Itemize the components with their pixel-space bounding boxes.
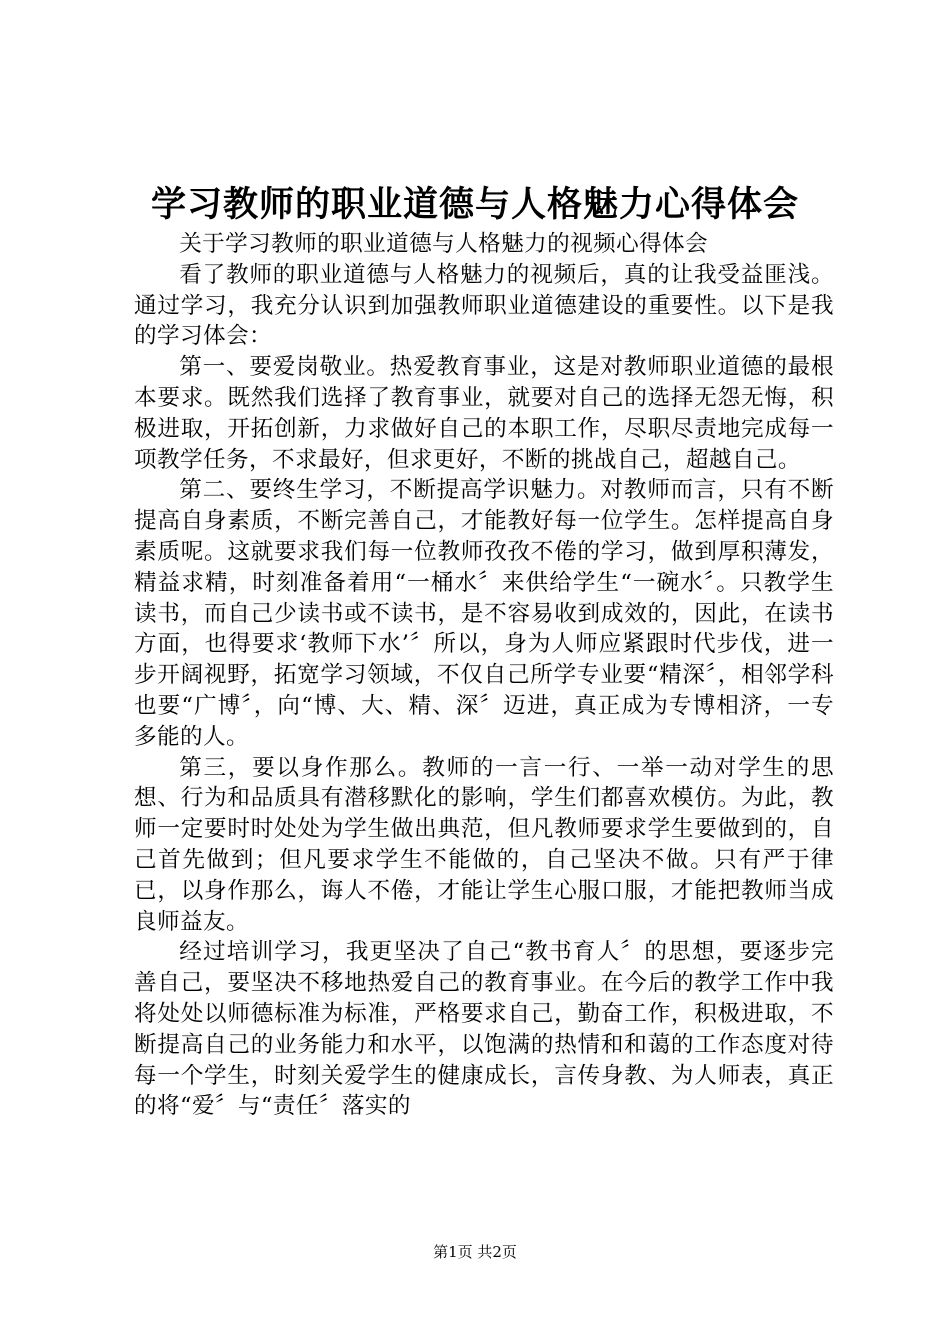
paragraph-point-two: 第二、要终生学习，不断提高学识魅力。对教师而言，只有不断提高自身素质，不断完善自己，才能教好每一位学生。怎样提高自身素质呢。这就要求我们每一位教师孜孜不倦的学习，做到厚积薄发，精益求精，时刻准备着用“一桶水〞来供给学生“一碗水〞。只教学生读书，而自己少读书或不读书，是不容易收到成效的，因此，在读书方面，也得要求‘教师下水’〞所以，身为人师应紧跟时代步伐，进一步开阔视野，拓宽学习领域，不仅自己所学专业要“精深〞，相邻学科也要“广博〞，向“博、大、精、深〞迈进，真正成为专博相济，一专多能的人。 bbox=[134, 477, 834, 750]
paragraph-subtitle: 关于学习教师的职业道德与人格魅力的视频心得体会 bbox=[179, 231, 709, 257]
paragraph-conclusion: 经过培训学习，我更坚决了自己“教书育人〞的思想，要逐步完善自己，要坚决不移地热爱自己的教育事业。在今后的教学工作中我将处处以师德标准为标准，严格要求自己，勤奋工作，积极进取，不断提高自己的业务能力和水平，以饱满的热情和和蔼的工作态度对待每一个学生，时刻关爱学生的健康成长，言传身教、为人师表，真正的将“爱〞与“责任〞落实的 bbox=[134, 939, 835, 1120]
page-number-footer: 第1页 共2页 bbox=[433, 1243, 517, 1261]
paragraph-point-one: 第一、要爱岗敬业。热爱教育事业，这是对教师职业道德的最根本要求。既然我们选择了教育事业，就要对自己的选择无怨无悔，积极进取，开拓创新，力求做好自己的本职工作，尽职尽责地完成每一项教学任务，不求最好，但求更好，不断的挑战自己，超越自己。 bbox=[134, 354, 834, 473]
paragraph-intro: 看了教师的职业道德与人格魅力的视频后，真的让我受益匪浅。通过学习，我充分认识到加强教师职业道德建设的重要性。以下是我的学习体会： bbox=[134, 261, 834, 350]
document-title: 学习教师的职业道德与人格魅力心得体会 bbox=[150, 185, 799, 225]
document-body bbox=[134, 229, 834, 1122]
paragraph-point-three: 第三，要以身作那么。教师的一言一行、一举一动对学生的思想、行为和品质具有潜移默化的影响，学生们都喜欢模仿。为此，教师一定要时时处处为学生做出典范，但凡教师要求学生要做到的，自己首先做到；但凡要求学生不能做的，自己坚决不做。只有严于律已，以身作那么，诲人不倦，才能让学生心服口服，才能把教师当成良师益友。 bbox=[134, 754, 834, 935]
